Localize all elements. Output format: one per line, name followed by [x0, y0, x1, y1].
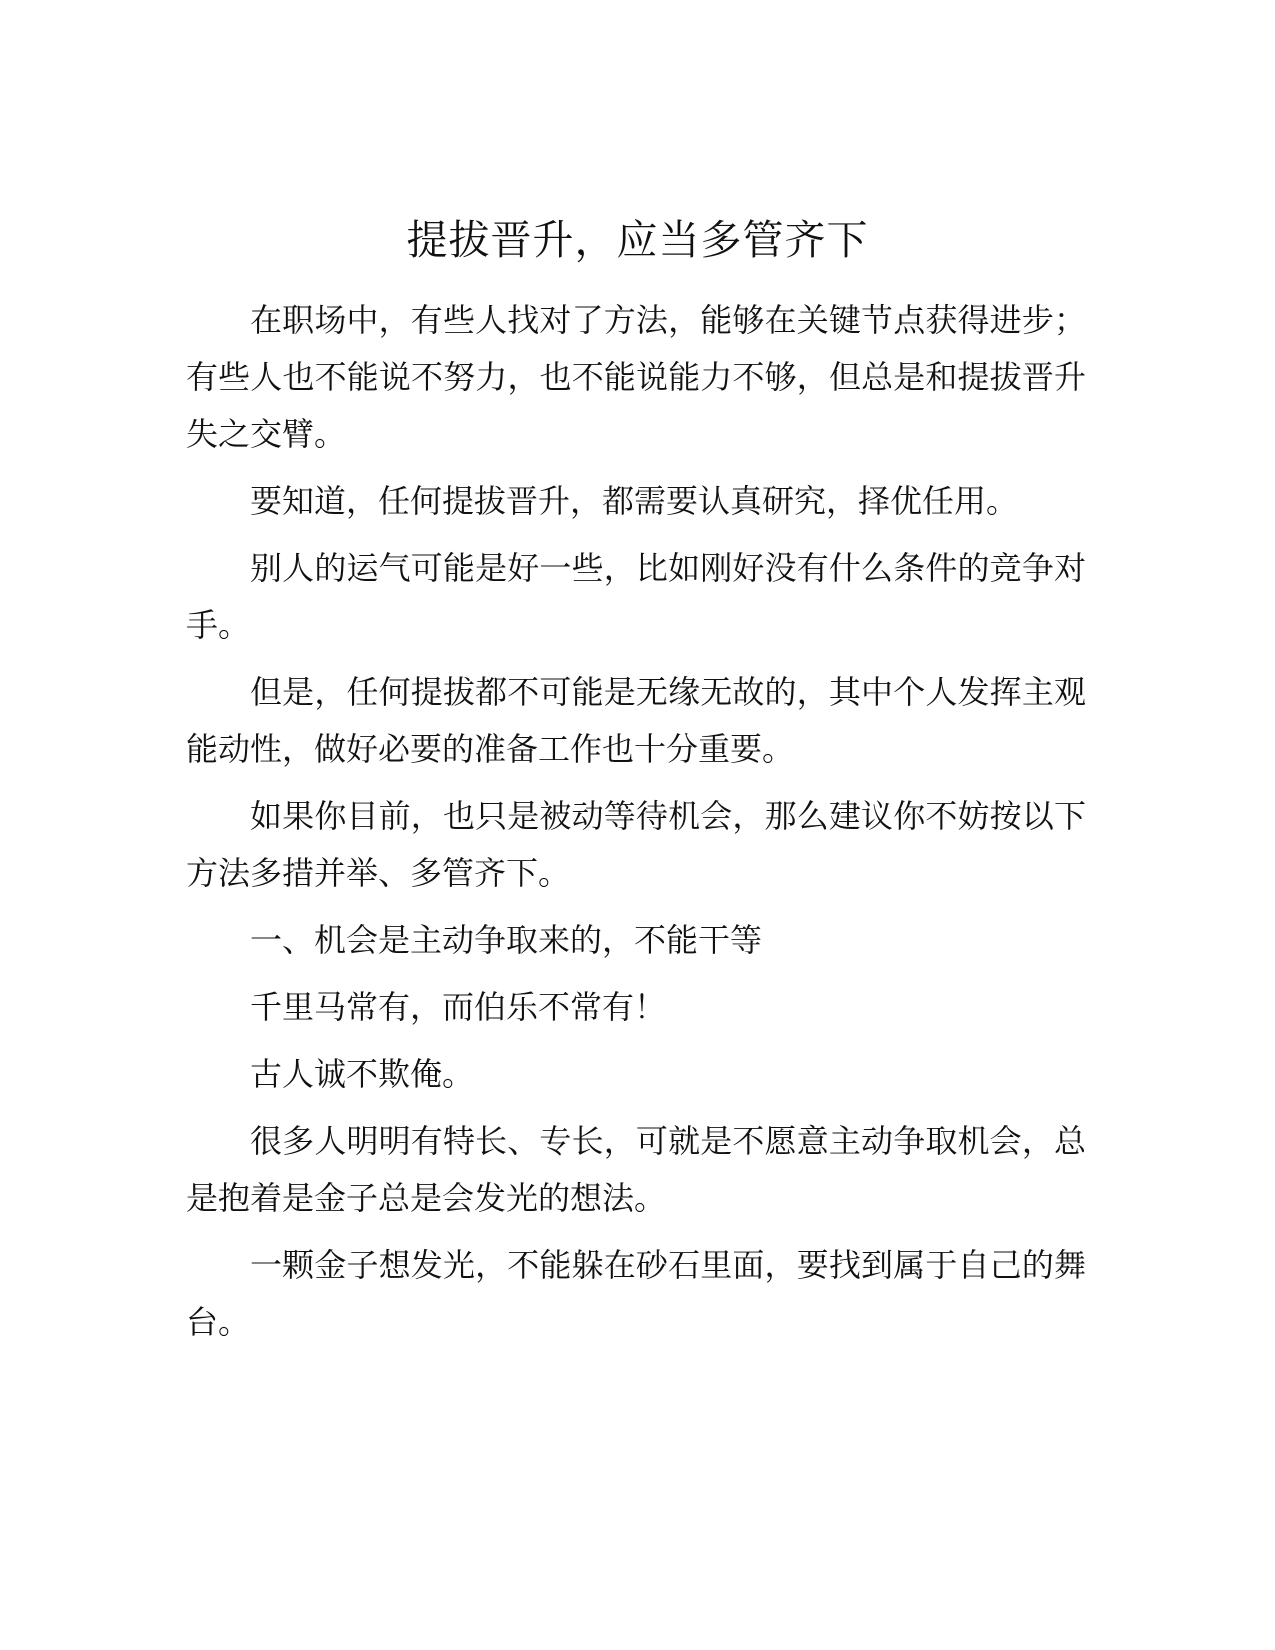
paragraph: 一颗金子想发光，不能躲在砂石里面，要找到属于自己的舞台。	[186, 1246, 1086, 1341]
section-heading: 一、机会是主动争取来的，不能干等	[250, 921, 763, 959]
paragraph: 在职场中，有些人找对了方法，能够在关键节点获得进步；有些人也不能说不努力，也不能说能力不够，但总是和提拔晋升失之交臂。	[186, 301, 1086, 453]
paragraph: 千里马常有，而伯乐不常有！	[250, 988, 667, 1026]
document-body	[186, 292, 1086, 1361]
document-title: 提拔晋升，应当多管齐下	[406, 216, 869, 264]
paragraph: 如果你目前，也只是被动等待机会，那么建议你不妨按以下方法多措并举、多管齐下。	[186, 797, 1086, 892]
paragraph: 要知道，任何提拔晋升，都需要认真研究，择优任用。	[250, 482, 1019, 520]
paragraph: 但是，任何提拔都不可能是无缘无故的，其中个人发挥主观能动性，做好必要的准备工作也十分重要。	[186, 673, 1086, 768]
paragraph: 很多人明明有特长、专长，可就是不愿意主动争取机会，总是抱着是金子总是会发光的想法。	[186, 1122, 1086, 1217]
paragraph: 别人的运气可能是好一些，比如刚好没有什么条件的竞争对手。	[186, 549, 1086, 644]
paragraph: 古人诚不欺俺。	[250, 1055, 475, 1093]
